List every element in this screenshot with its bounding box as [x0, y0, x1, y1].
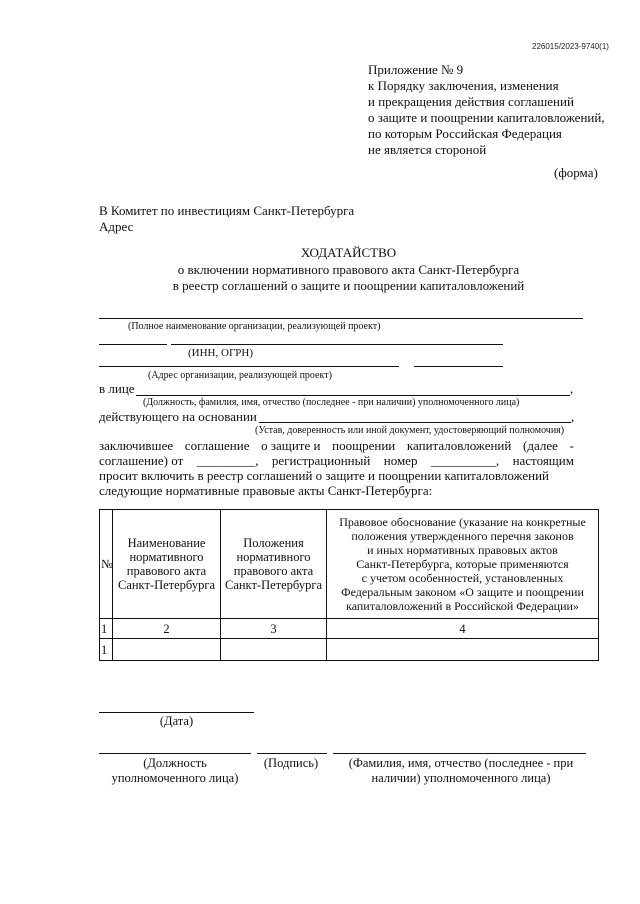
header-text: капиталовложений в Российской Федерации» — [346, 599, 579, 613]
table-cell-input[interactable] — [113, 639, 221, 661]
agreement-line — [99, 453, 574, 469]
caption-text: уполномоченного лица) — [111, 771, 239, 785]
concluded-line — [99, 438, 574, 454]
header-text: нормативного — [236, 550, 311, 564]
header-text: положения утвержденного перечня законов — [351, 529, 574, 543]
agreement-number-field[interactable]: __________, — [430, 453, 500, 468]
word: номер — [383, 453, 418, 468]
word: поощрении — [332, 438, 396, 453]
inn-line-right[interactable] — [171, 344, 503, 345]
table-cell: 1 — [100, 639, 113, 661]
header-text: правового акта — [126, 564, 207, 578]
table-header-row — [100, 510, 599, 619]
address-caption: (Адрес организации, реализующей проект) — [148, 370, 332, 381]
word: (далее — [523, 438, 558, 453]
table-cell-input[interactable] — [221, 639, 327, 661]
header-name — [113, 510, 221, 619]
word: регистрационный — [271, 453, 371, 468]
basis-caption: (Устав, доверенность или иной документ, удостоверяющий полномочия) — [255, 425, 565, 436]
header-text: Положения — [243, 536, 304, 550]
caption-text: наличии) уполномоченного лица) — [371, 771, 551, 785]
header-text: и иных нормативных правовых актов — [367, 543, 558, 557]
table-cell: 2 — [113, 619, 221, 639]
appendix-line: о защите и поощрении капиталовложений, — [368, 110, 605, 125]
acts-table — [99, 509, 599, 661]
address-line-right[interactable] — [414, 366, 503, 367]
header-text: Правовое обоснование (указание на конкретные — [339, 515, 586, 529]
word: - — [569, 438, 574, 453]
header-text: Санкт-Петербурга — [224, 578, 322, 592]
word: соглашение) от — [99, 453, 184, 468]
appendix-line: к Порядку заключения, изменения — [368, 78, 559, 93]
comma: , — [570, 381, 574, 396]
document-title: ХОДАТАЙСТВО — [300, 245, 397, 260]
header-text: с учетом особенностей, установленных — [361, 571, 564, 585]
basis-line[interactable] — [259, 422, 571, 423]
table-cell: 1 — [100, 619, 113, 639]
fio-caption — [330, 756, 592, 786]
table-cell: 4 — [327, 619, 599, 639]
request-line: просит включить в реестр соглашений о защите и поощрении капиталовложений — [99, 468, 549, 483]
table-cell: 3 — [221, 619, 327, 639]
form-label: (форма) — [554, 165, 598, 180]
addressee-address: Адрес — [99, 219, 134, 234]
acting-label: действующего на основании — [99, 409, 257, 424]
fio-line[interactable] — [333, 753, 586, 754]
header-text: Наименование — [127, 536, 206, 550]
document-subtitle-2: в реестр соглашений о защите и поощрении капиталовложений — [172, 278, 525, 293]
inn-line-left[interactable] — [99, 344, 167, 345]
inn-caption: (ИНН, ОГРН) — [188, 347, 254, 359]
appendix-line: по которым Российская Федерация — [368, 126, 562, 141]
table-row — [100, 639, 599, 661]
position-line[interactable] — [99, 753, 251, 754]
comma: , — [571, 409, 575, 424]
in-person-label: в лице — [99, 381, 135, 396]
appendix-block — [368, 62, 605, 158]
word: заключившее — [99, 438, 174, 453]
sign-line[interactable] — [257, 753, 327, 754]
word: настоящим — [512, 453, 574, 468]
header-text: Санкт-Петербурга, которые применяются — [356, 557, 569, 571]
header-text: Федеральным законом «О защите и поощрении — [341, 585, 584, 599]
table-cell-input[interactable] — [327, 639, 599, 661]
header-text: правового акта — [233, 564, 314, 578]
position-caption — [99, 756, 251, 786]
org-name-line[interactable] — [99, 318, 583, 319]
header-justification — [327, 510, 599, 619]
person-line[interactable] — [136, 395, 570, 396]
header-num: № — [100, 510, 113, 619]
header-provisions — [221, 510, 327, 619]
header-text: Санкт-Петербурга — [117, 578, 215, 592]
document-subtitle-1: о включении нормативного правового акта Санкт-Петербурга — [177, 262, 520, 277]
person-caption: (Должность, фамилия, имя, отчество (последнее - при наличии) уполномоченного лица) — [143, 397, 520, 408]
document-id: 226015/2023-9740(1) — [532, 42, 609, 51]
sign-caption: (Подпись) — [263, 756, 319, 770]
word: о защите и — [261, 438, 321, 453]
caption-text: (Должность — [143, 756, 207, 770]
address-line-left[interactable] — [99, 366, 399, 367]
header-text: нормативного — [129, 550, 204, 564]
word: капиталовложений — [406, 438, 512, 453]
table-index-row — [100, 619, 599, 639]
date-caption: (Дата) — [159, 714, 194, 728]
agreement-date-field[interactable]: _________, — [196, 453, 259, 468]
word: соглашение — [184, 438, 250, 453]
appendix-line: Приложение № 9 — [368, 62, 464, 77]
appendix-line: и прекращения действия соглашений — [368, 94, 574, 109]
caption-text: (Фамилия, имя, отчество (последнее - при — [348, 756, 574, 770]
addressee-line: В Комитет по инвестициям Санкт-Петербурга — [99, 203, 355, 218]
appendix-line: не является стороной — [368, 142, 487, 157]
date-line[interactable] — [99, 712, 254, 713]
following-line: следующие нормативные правовые акты Санкт-Петербурга: — [99, 483, 433, 498]
org-name-caption: (Полное наименование организации, реализующей проект) — [128, 321, 381, 332]
